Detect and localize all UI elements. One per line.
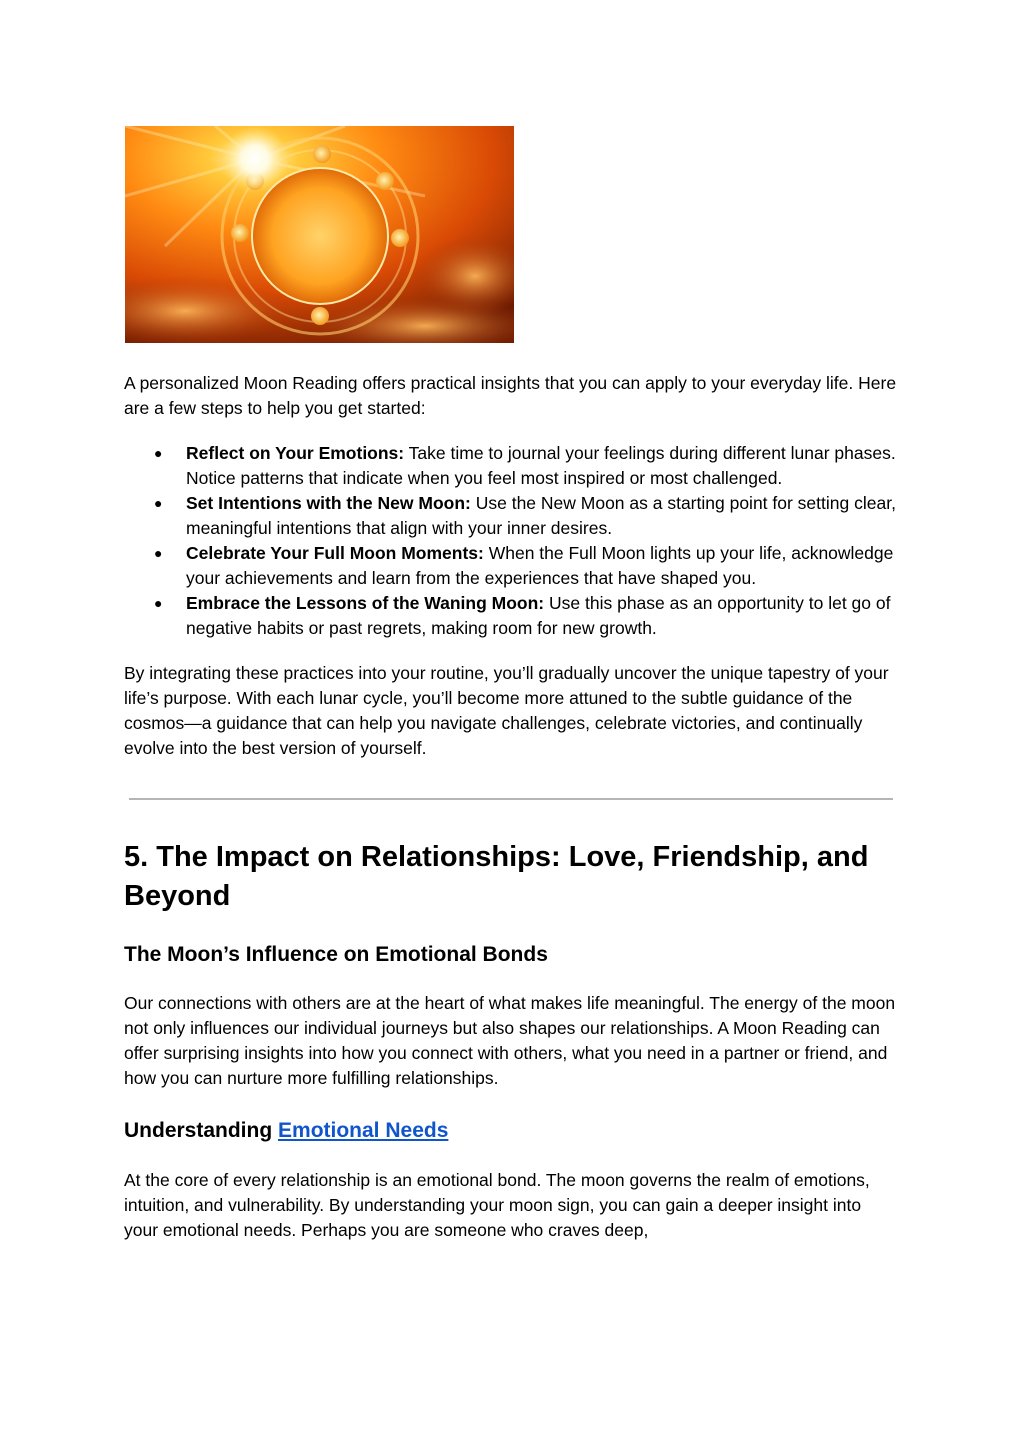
subheading-emotional-needs <box>124 1117 899 1145</box>
closing-paragraph: By integrating these practices into your routine, you’ll gradually uncover the unique tapestry of your life’s purpose. With each lunar cycle, you’ll become more attuned to the subtle guidance of the cosmos—a guidance that can help you navigate challenges, celebrate victories, and continually evolve into the best version of yourself. <box>124 663 889 758</box>
bullet-icon: ● <box>154 595 163 611</box>
step-title: Reflect on Your Emotions: <box>186 443 405 463</box>
section-heading: 5. The Impact on Relationships: Love, Friendship, and Beyond <box>124 841 869 912</box>
subheading-emotional-bonds: The Moon’s Influence on Emotional Bonds <box>124 943 548 966</box>
subheading-prefix: Understanding <box>124 1119 279 1142</box>
bullet-icon: ● <box>154 545 163 561</box>
step-title: Celebrate Your Full Moon Moments: <box>186 543 484 563</box>
intro-paragraph: A personalized Moon Reading offers practical insights that you can apply to your everyday life. Here are a few steps to help you get started: <box>124 373 897 418</box>
document-page <box>124 126 899 1243</box>
steps-list <box>124 441 899 641</box>
emotional-needs-paragraph: At the core of every relationship is an emotional bond. The moon governs the realm of emotions, intuition, and vulnerability. By understanding your moon sign, you can gain a deeper insight into your emotional needs. Perhaps you are someone who craves deep, <box>124 1170 870 1240</box>
step-title: Embrace the Lessons of the Waning Moon: <box>186 593 545 613</box>
list-item <box>154 541 899 591</box>
step-text: Use this phase as an opportunity to let go of negative habits or past regrets, making room for new growth. <box>186 593 891 638</box>
moon-phases-image <box>125 126 514 343</box>
emotional-needs-link[interactable]: Emotional Needs <box>278 1119 449 1142</box>
step-text: When the Full Moon lights up your life, acknowledge your achievements and learn from the experiences that have shaped you. <box>186 543 894 588</box>
step-text: Take time to journal your feelings during different lunar phases. Notice patterns that indicate when you feel most inspired or most challenged. <box>186 443 896 488</box>
bullet-icon: ● <box>154 445 163 461</box>
horizontal-divider <box>129 798 893 800</box>
step-title: Set Intentions with the New Moon: <box>186 493 471 513</box>
list-item <box>154 441 899 491</box>
bullet-icon: ● <box>154 495 163 511</box>
relationships-paragraph: Our connections with others are at the heart of what makes life meaningful. The energy of the moon not only influences our individual journeys but also shapes our relationships. A Moon Reading can offer surprising insights into how you connect with others, what you need in a partner or friend, and how you can nurture more fulfilling relationships. <box>124 993 896 1088</box>
step-text: Use the New Moon as a starting point for setting clear, meaningful intentions that align with your inner desires. <box>186 493 896 538</box>
list-item <box>154 491 899 541</box>
list-item <box>154 591 899 641</box>
